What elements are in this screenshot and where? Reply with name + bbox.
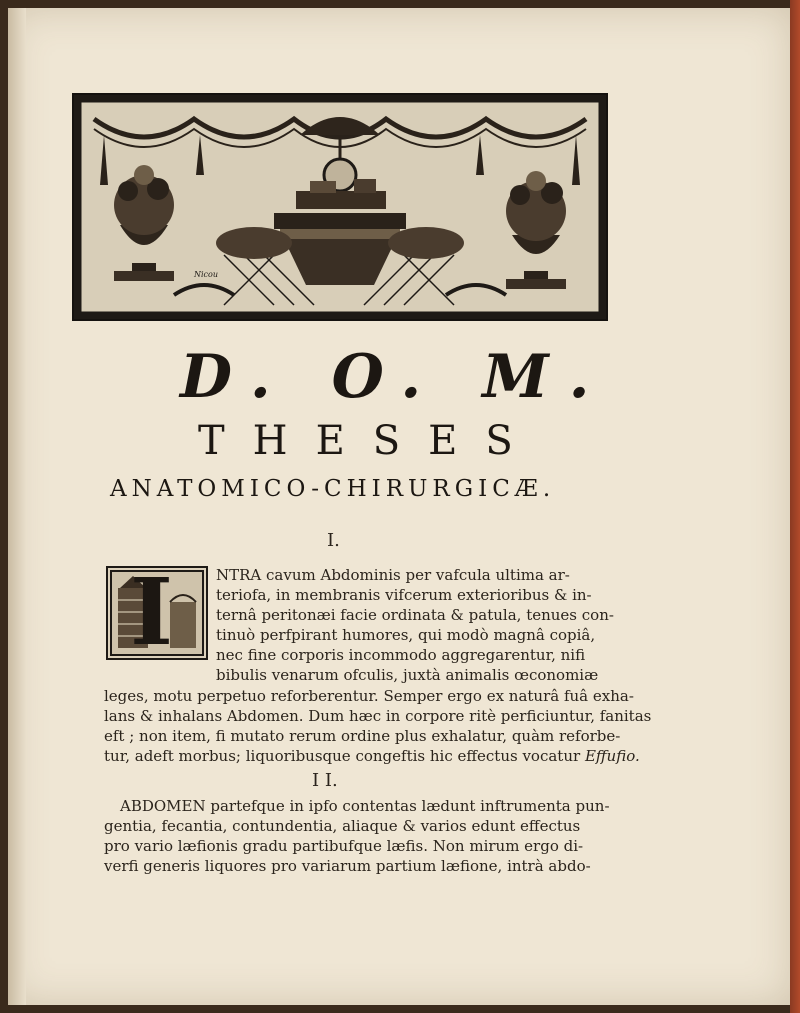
italic-term: Effufio.	[584, 747, 640, 765]
text-line: NTRA cavum Abdominis per vafcula ultima ar-	[216, 566, 570, 584]
ornamental-headpiece	[72, 93, 608, 321]
section-1-number: I.	[327, 530, 340, 551]
subtitle: ANATOMICO-CHIRURGICÆ.	[110, 476, 556, 502]
headpiece-engraving	[74, 95, 606, 319]
text-line: verfi generis liquores pro variarum partium læfione, intrà abdo-	[104, 857, 591, 875]
dom-heading: D. O. M.	[180, 342, 610, 412]
text-line: eft ; non item, fi mutato rerum ordine plus exhalatur, quàm reforbe-	[104, 727, 621, 745]
text-line: tinuò perfpirant humores, qui modò magnâ copiâ,	[216, 626, 596, 644]
page-gutter	[8, 8, 26, 1005]
text-line: leges, motu perpetuo reforberentur. Semper ergo ex naturâ fuâ exha-	[104, 687, 634, 705]
text-line: pro vario læfionis gradu partibufque læfis. Non mirum ergo di-	[104, 837, 584, 855]
text-line	[104, 746, 640, 766]
theses-title: THESES	[198, 418, 541, 464]
engraver-signature: Nicou	[194, 270, 219, 279]
dropcap-letter: I	[130, 558, 174, 666]
text-line: nec fine corporis incommodo aggregarentur, nifi	[216, 646, 586, 664]
text-line-content: tur, adeft morbus; liquoribusque congeftis hic effectus vocatur	[104, 747, 581, 765]
text-line: ternâ peritonæi facie ordinata & patula, tenues con-	[216, 606, 614, 624]
book-edge	[790, 0, 800, 1013]
section-2-number: I I.	[312, 770, 338, 791]
dropcap-illustration	[106, 558, 208, 666]
text-line: teriofa, in membranis vifcerum exterioribus & in-	[216, 586, 592, 604]
text-line: gentia, fecantia, contundentia, aliaque & varios edunt effectus	[104, 817, 581, 835]
text-line: bibulis venarum ofculis, juxtà animalis œconomiæ	[216, 666, 599, 684]
text-line: lans & inhalans Abdomen. Dum hæc in corpore ritè perficiuntur, fanitas	[104, 707, 652, 725]
text-line: ABDOMEN partefque in ipfo contentas lædunt inftrumenta pun-	[120, 797, 610, 815]
